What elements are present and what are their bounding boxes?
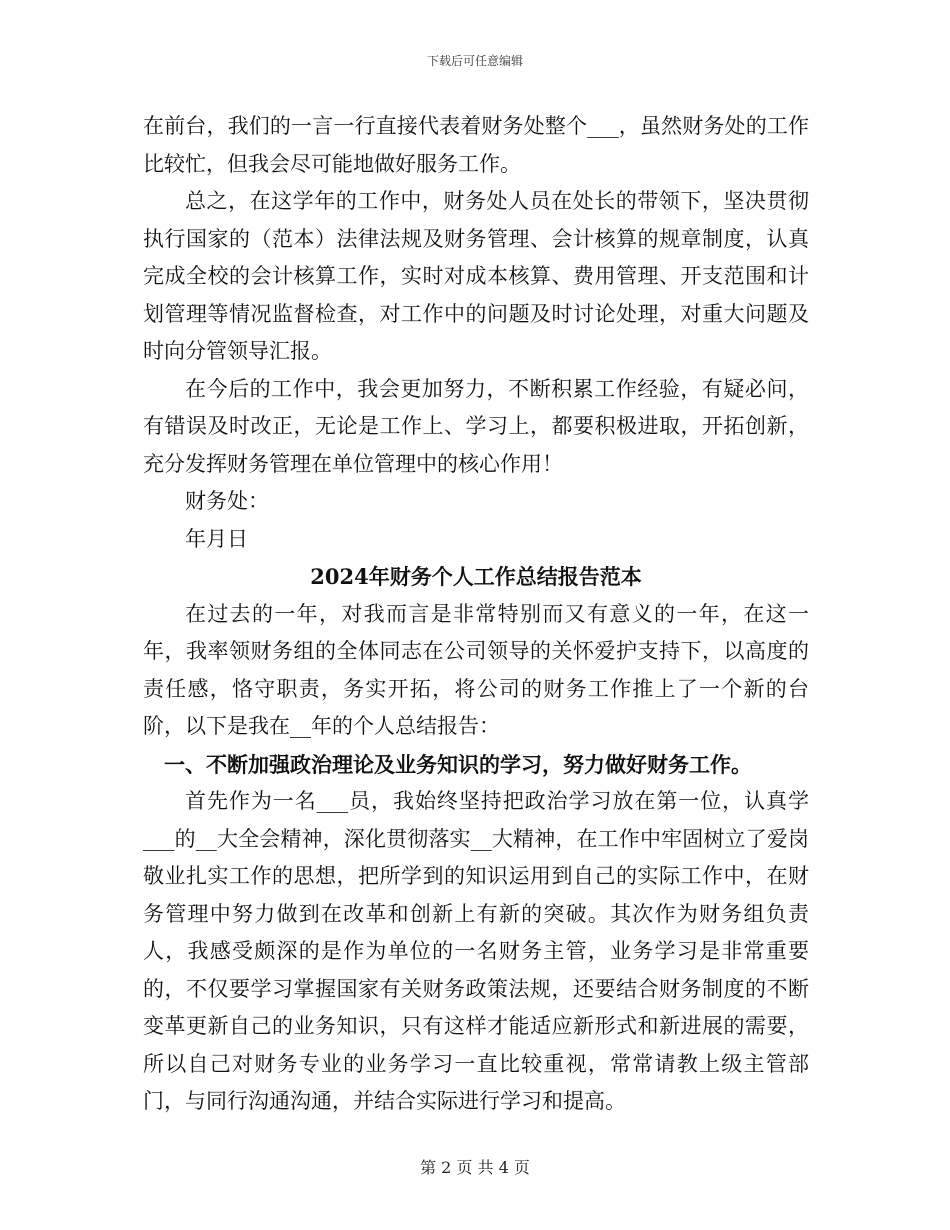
signature-department: 财务处：	[185, 489, 269, 513]
signature-date: 年月日	[185, 526, 248, 551]
section-title: 2024年财务个人工作总结报告范本	[310, 564, 642, 589]
paragraph-future-work: 在今后的工作中，我会更加努力，不断积累工作经验，有疑必问，有错误及时改正，无论是工作上、学习上，都要积极进取，开拓创新，充分发挥财务管理在单位管理中的核心作用！	[143, 376, 809, 476]
page-header: 下载后可任意编辑	[426, 54, 523, 68]
page-footer: 第 2 页 共 4 页	[420, 1158, 530, 1177]
paragraph-intro: 在过去的一年，对我而言是非常特别而又有意义的一年，在这一年，我率领财务组的全体同志在公司领导的关怀爱护支持下，以高度的责任感，恪守职责，务实开拓，将公司的财务工作推上了一个新的台阶，以下是我在__年的个人总结报告：	[143, 601, 809, 738]
paragraph-study: 首先作为一名___员，我始终坚持把政治学习放在第一位，认真学___的__大全会精神，深化贯彻落实__大精神，在工作中牢固树立了爱岗敬业扎实工作的思想，把所学到的知识运用到自己的实际工作中，在财务管理中努力做到在改革和创新上有新的突破。其次作为财务组负责人，我感受颇深的是作为单位的一名财务主管，业务学习是非常重要的，不仅要学习掌握国家有关财务政策法规，还要结合财务制度的不断变革更新自己的业务知识，只有这样才能适应新形式和新进展的需要，所以自己对财务专业的业务学习一直比较重视，常常请教上级主管部门，与同行沟通沟通，并结合实际进行学习和提高。	[143, 789, 809, 1113]
paragraph-front-desk: 在前台，我们的一言一行直接代表着财务处整个___，虽然财务处的工作比较忙，但我会尽可能地做好服务工作。	[143, 114, 809, 176]
section-heading-1: 一、不断加强政治理论及业务知识的学习，努力做好财务工作。	[164, 751, 752, 777]
paragraph-summary: 总之，在这学年的工作中，财务处人员在处长的带领下，坚决贯彻执行国家的（范本）法律法规及财务管理、会计核算的规章制度，认真完成全校的会计核算工作，实时对成本核算、费用管理、开支范围和计划管理等情况监督检查，对工作中的问题及时讨论处理，对重大问题及时向分管领导汇报。	[143, 189, 809, 363]
document-body	[143, 108, 809, 1121]
